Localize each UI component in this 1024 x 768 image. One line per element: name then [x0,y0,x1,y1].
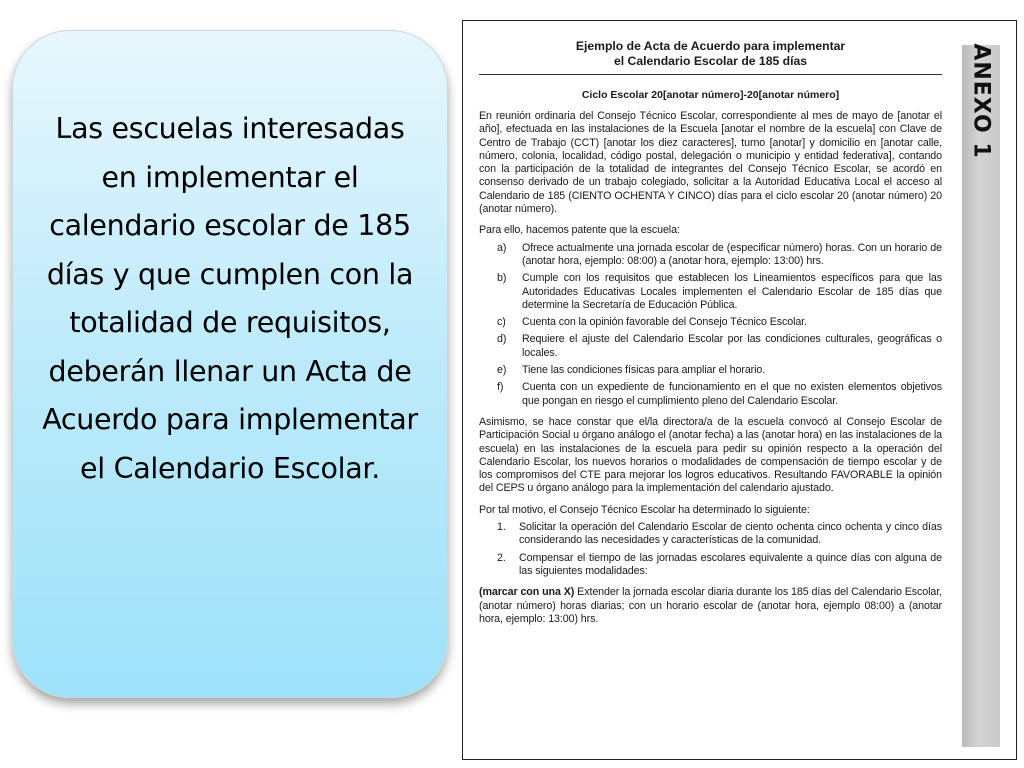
condition-item [479,316,942,329]
title-divider [479,74,942,75]
condition-text: Ofrece actualmente una jornada escolar de (especificar número) horas. Con un horario de (anotar hora, ejemplo: 08:00) a (anotar hora, ejemplo: 13:00) hrs. [522,241,942,267]
condition-item [479,381,942,408]
determination-item [479,552,942,579]
callout-text: Las escuelas interesadas en implementar el calendario escolar de 185 días y que cumplen con la totalidad de requisitos, deberán llenar un Acta de Acuerdo para implementar el Calendario Escolar. [42,112,418,485]
condition-item [479,242,942,269]
document-title-line-2: el Calendario Escolar de 185 días [613,54,808,68]
condition-text: Cuenta con un expediente de funcionamiento en el que no existen elementos objetivos que pongan en riesgo el cumplimiento pleno del Calendario Escolar. [522,381,942,407]
determination-marker: 1. [497,521,506,534]
patent-intro: Para ello, hacemos patente que la escuela: [479,224,680,237]
document-title [479,39,942,69]
condition-text: Cuenta con la opinión favorable del Consejo Técnico Escolar. [522,316,807,329]
annex-sidebar [962,45,1000,747]
condition-marker: e) [497,364,507,377]
condition-marker: f) [497,381,504,394]
condition-text: Tiene las condiciones físicas para ampliar el horario. [522,364,766,377]
condition-item [479,333,942,360]
consultation-paragraph: Asimismo, se hace constar que el/la directora/a de la escuela convocó al Consejo Escolar de Participación Social u órgano análogo el (anotar fecha) a las (anotar hora) en las instalaciones de la escuela) en las instalaciones de la escuela para pedir su opinión respecto a la operación del Calendario Escolar, los nuevos horarios o modalidades de compensación de tiempo escolar y de los compromisos del CTE para mejorar los logros educativos. Resultando FAVORABLE la opinión del CEPS u órgano análogo para la implementación del calendario ajustado. [479,415,942,495]
determination-text: Compensar el tiempo de las jornadas escolares equivalente a quince días con alguna de las siguientes modalidades: [519,551,942,577]
determination-intro: Por tal motivo, el Consejo Técnico Escolar ha determinado lo siguiente: [479,503,810,516]
condition-marker: c) [497,316,506,329]
option-mark: (marcar con una X) [479,586,575,599]
acta-document-image [462,20,1017,760]
condition-text: Requiere el ajuste del Calendario Escolar por las condiciones culturales, geográficas o locales. [522,333,942,359]
document-title-line-1: Ejemplo de Acta de Acuerdo para implementar [575,39,846,53]
school-cycle: Ciclo Escolar 20[anotar número]-20[anotar número] [581,89,840,101]
document-body [479,39,942,626]
condition-marker: d) [497,333,507,346]
condition-item [479,364,942,377]
intro-paragraph: En reunión ordinaria del Consejo Técnico Escolar, correspondiente al mes de mayo de [anotar el año], efectuada en las instalaciones de la Escuela [anotar el nombre de la escuela] con Clave de Centro de Trabajo (CCT) [anotar los diez caracteres], turno [anotar] y domicilio en [anotar calle, número, colonia, localidad, código postal, delegación o municipio y entidad federativa], contando con la participación de la totalidad de integrantes del Consejo Técnico Escolar, se acordó en consenso derivado de un trabajo colegiado, solicitar a la Autoridad Educativa Local el acceso al Calendario de 185 (CIENTO OCHENTA Y CINCO) días para el ciclo escolar 20 (anotar número) 20 (anotar número). [479,110,942,216]
info-callout [12,30,448,698]
condition-text: Cumple con los requisitos que establecen los Lineamientos específicos para que las Autoridades Educativas Locales implementen el Calendario Escolar de 185 días que determine la Secretaría de Educación Pública. [522,272,942,311]
condition-marker: b) [497,272,507,285]
condition-marker: a) [497,241,507,254]
condition-item [479,272,942,312]
annex-label: ANEXO 1 [968,43,994,159]
option-paragraph [479,586,942,626]
option-text: Extender la jornada escolar diaria durante los 185 días del Calendario Escolar, (anotar número) horas diarias; con un horario escolar de (anotar hora, ejemplo 08:00) a (anotar hora, ejemplo: 13:00) hrs. [479,586,942,625]
determination-marker: 2. [497,551,506,564]
determination-text: Solicitar la operación del Calendario Escolar de ciento ochenta cinco ochenta y cinco días considerando las necesidades y características de la comunidad. [519,521,942,547]
determination-item [479,521,942,548]
